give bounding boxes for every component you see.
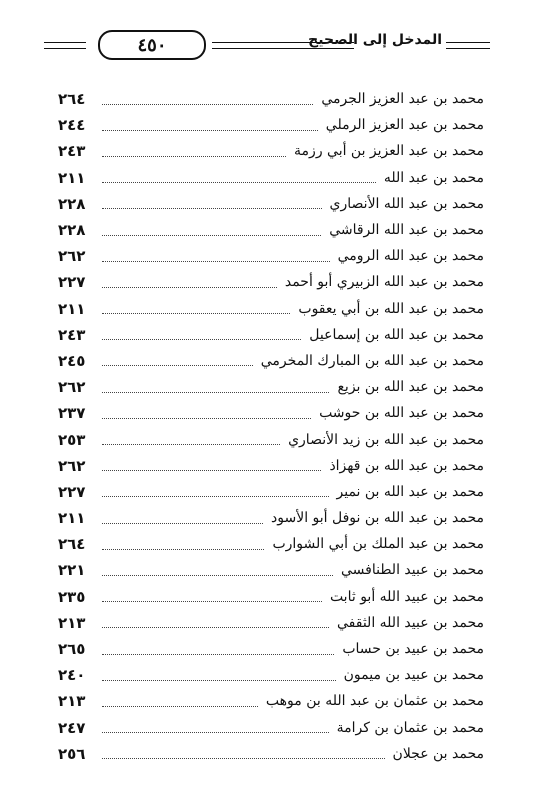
entry-page-number: ٢٤٥ [58,351,86,370]
index-entry [58,584,484,610]
dot-leader [102,706,258,707]
index-entry [58,322,484,348]
entry-page-number: ٢٤٤ [58,116,86,135]
entry-page-number: ٢٤٣ [58,325,86,344]
entry-page-number: ٢٤٣ [58,142,86,161]
dot-leader [102,182,376,183]
header-rule-left [44,42,86,49]
index-entry [58,269,484,295]
dot-leader [102,208,322,209]
entry-page-number: ٢١١ [58,509,86,528]
dot-leader [102,654,334,655]
entry-page-number: ٢٦٢ [58,456,86,475]
entry-name: محمد بن عثمان بن عبد الله بن موهب [265,693,484,710]
dot-leader [102,104,313,105]
entry-name: محمد بن عبد الله بن نمير [336,483,484,500]
entry-page-number: ٢٢٧ [58,273,86,292]
index-entry [58,479,484,505]
entry-name: محمد بن عبد العزيز بن أبي رزمة [294,143,484,160]
index-entry [58,191,484,217]
entry-page-number: ٢١٣ [58,692,86,711]
entry-name: محمد بن عبيد الله الثقفي [337,614,484,631]
entry-page-number: ٢٦٤ [58,90,86,109]
index-entry [58,138,484,164]
entry-name: محمد بن عبد الله بن بزيع [337,379,484,396]
dot-leader [102,575,333,576]
entry-name: محمد بن عبيد الله أبو ثابت [329,588,484,605]
entry-page-number: ٢١١ [58,168,86,187]
entry-page-number: ٢١١ [58,299,86,318]
entry-page-number: ٢٦٢ [58,378,86,397]
entry-name: محمد بن عبد الله الرقاشي [329,222,484,239]
dot-leader [102,365,253,366]
entry-page-number: ٢٦٤ [58,535,86,554]
index-entry [58,688,484,714]
entry-name: محمد بن عبد الله بن المبارك المخرمي [260,352,484,369]
entry-name: محمد بن عبد الله بن حوشب [319,405,484,422]
dot-leader [102,235,321,236]
index-entry [58,453,484,479]
entry-name: محمد بن عبيد بن حساب [342,641,484,658]
header-rule-right [446,42,490,49]
index-entry [58,610,484,636]
dot-leader [102,549,264,550]
index-list [58,86,484,767]
entry-page-number: ٢١٣ [58,613,86,632]
page-number: ٤٥٠ [98,30,206,60]
index-entry [58,112,484,138]
entry-page-number: ٢٤٧ [58,718,86,737]
entry-name: محمد بن عبد الملك بن أبي الشوارب [272,536,484,553]
index-entry [58,426,484,452]
entry-name: محمد بن عبيد بن ميمون [343,667,484,684]
index-entry [58,348,484,374]
dot-leader [102,261,330,262]
index-entry [58,636,484,662]
entry-name: محمد بن عبد الله [383,169,484,186]
entry-name: محمد بن عبد الله الأنصاري [329,195,484,212]
index-entry [58,243,484,269]
entry-name: محمد بن عبد الله بن إسماعيل [309,326,484,343]
dot-leader [102,392,329,393]
entry-name: محمد بن عبد الله الرومي [337,248,484,265]
entry-page-number: ٢٦٥ [58,640,86,659]
index-entry [58,374,484,400]
index-entry [58,715,484,741]
entry-name: محمد بن عبد الله الزبيري أبو أحمد [284,274,484,291]
entry-name: محمد بن عثمان بن كرامة [336,719,484,736]
entry-name: محمد بن عبد العزيز الرملي [325,117,484,134]
index-entry [58,86,484,112]
running-title: المدخل إلى الصحيح [308,32,442,48]
index-entry [58,296,484,322]
entry-page-number: ٢٢٨ [58,194,86,213]
page-header [44,28,490,60]
dot-leader [102,156,286,157]
dot-leader [102,680,336,681]
entry-name: محمد بن عبد الله بن أبي يعقوب [298,300,484,317]
entry-name: محمد بن عبيد الطنافسي [340,562,484,579]
dot-leader [102,287,277,288]
entry-page-number: ٢٥٦ [58,744,86,763]
dot-leader [102,313,290,314]
index-entry [58,741,484,767]
dot-leader [102,496,329,497]
dot-leader [102,627,329,628]
index-entry [58,217,484,243]
entry-page-number: ٢٣٧ [58,404,86,423]
index-entry [58,400,484,426]
dot-leader [102,418,311,419]
dot-leader [102,758,385,759]
entry-name: محمد بن عجلان [392,745,484,762]
entry-page-number: ٢٦٢ [58,247,86,266]
dot-leader [102,601,322,602]
entry-name: محمد بن عبد العزيز الجرمي [321,91,484,108]
dot-leader [102,444,280,445]
dot-leader [102,339,301,340]
entry-name: محمد بن عبد الله بن زيد الأنصاري [288,431,484,448]
index-entry [58,505,484,531]
entry-page-number: ٢٢٧ [58,482,86,501]
entry-name: محمد بن عبد الله بن نوفل أبو الأسود [271,510,484,527]
index-entry [58,531,484,557]
entry-page-number: ٢٤٠ [58,666,86,685]
index-entry [58,165,484,191]
dot-leader [102,470,321,471]
entry-page-number: ٢٥٣ [58,430,86,449]
entry-page-number: ٢٢٨ [58,221,86,240]
entry-name: محمد بن عبد الله بن قهزاذ [329,457,484,474]
entry-page-number: ٢٢١ [58,561,86,580]
dot-leader [102,130,318,131]
entry-page-number: ٢٣٥ [58,587,86,606]
index-entry [58,662,484,688]
index-entry [58,557,484,583]
dot-leader [102,732,329,733]
dot-leader [102,523,263,524]
